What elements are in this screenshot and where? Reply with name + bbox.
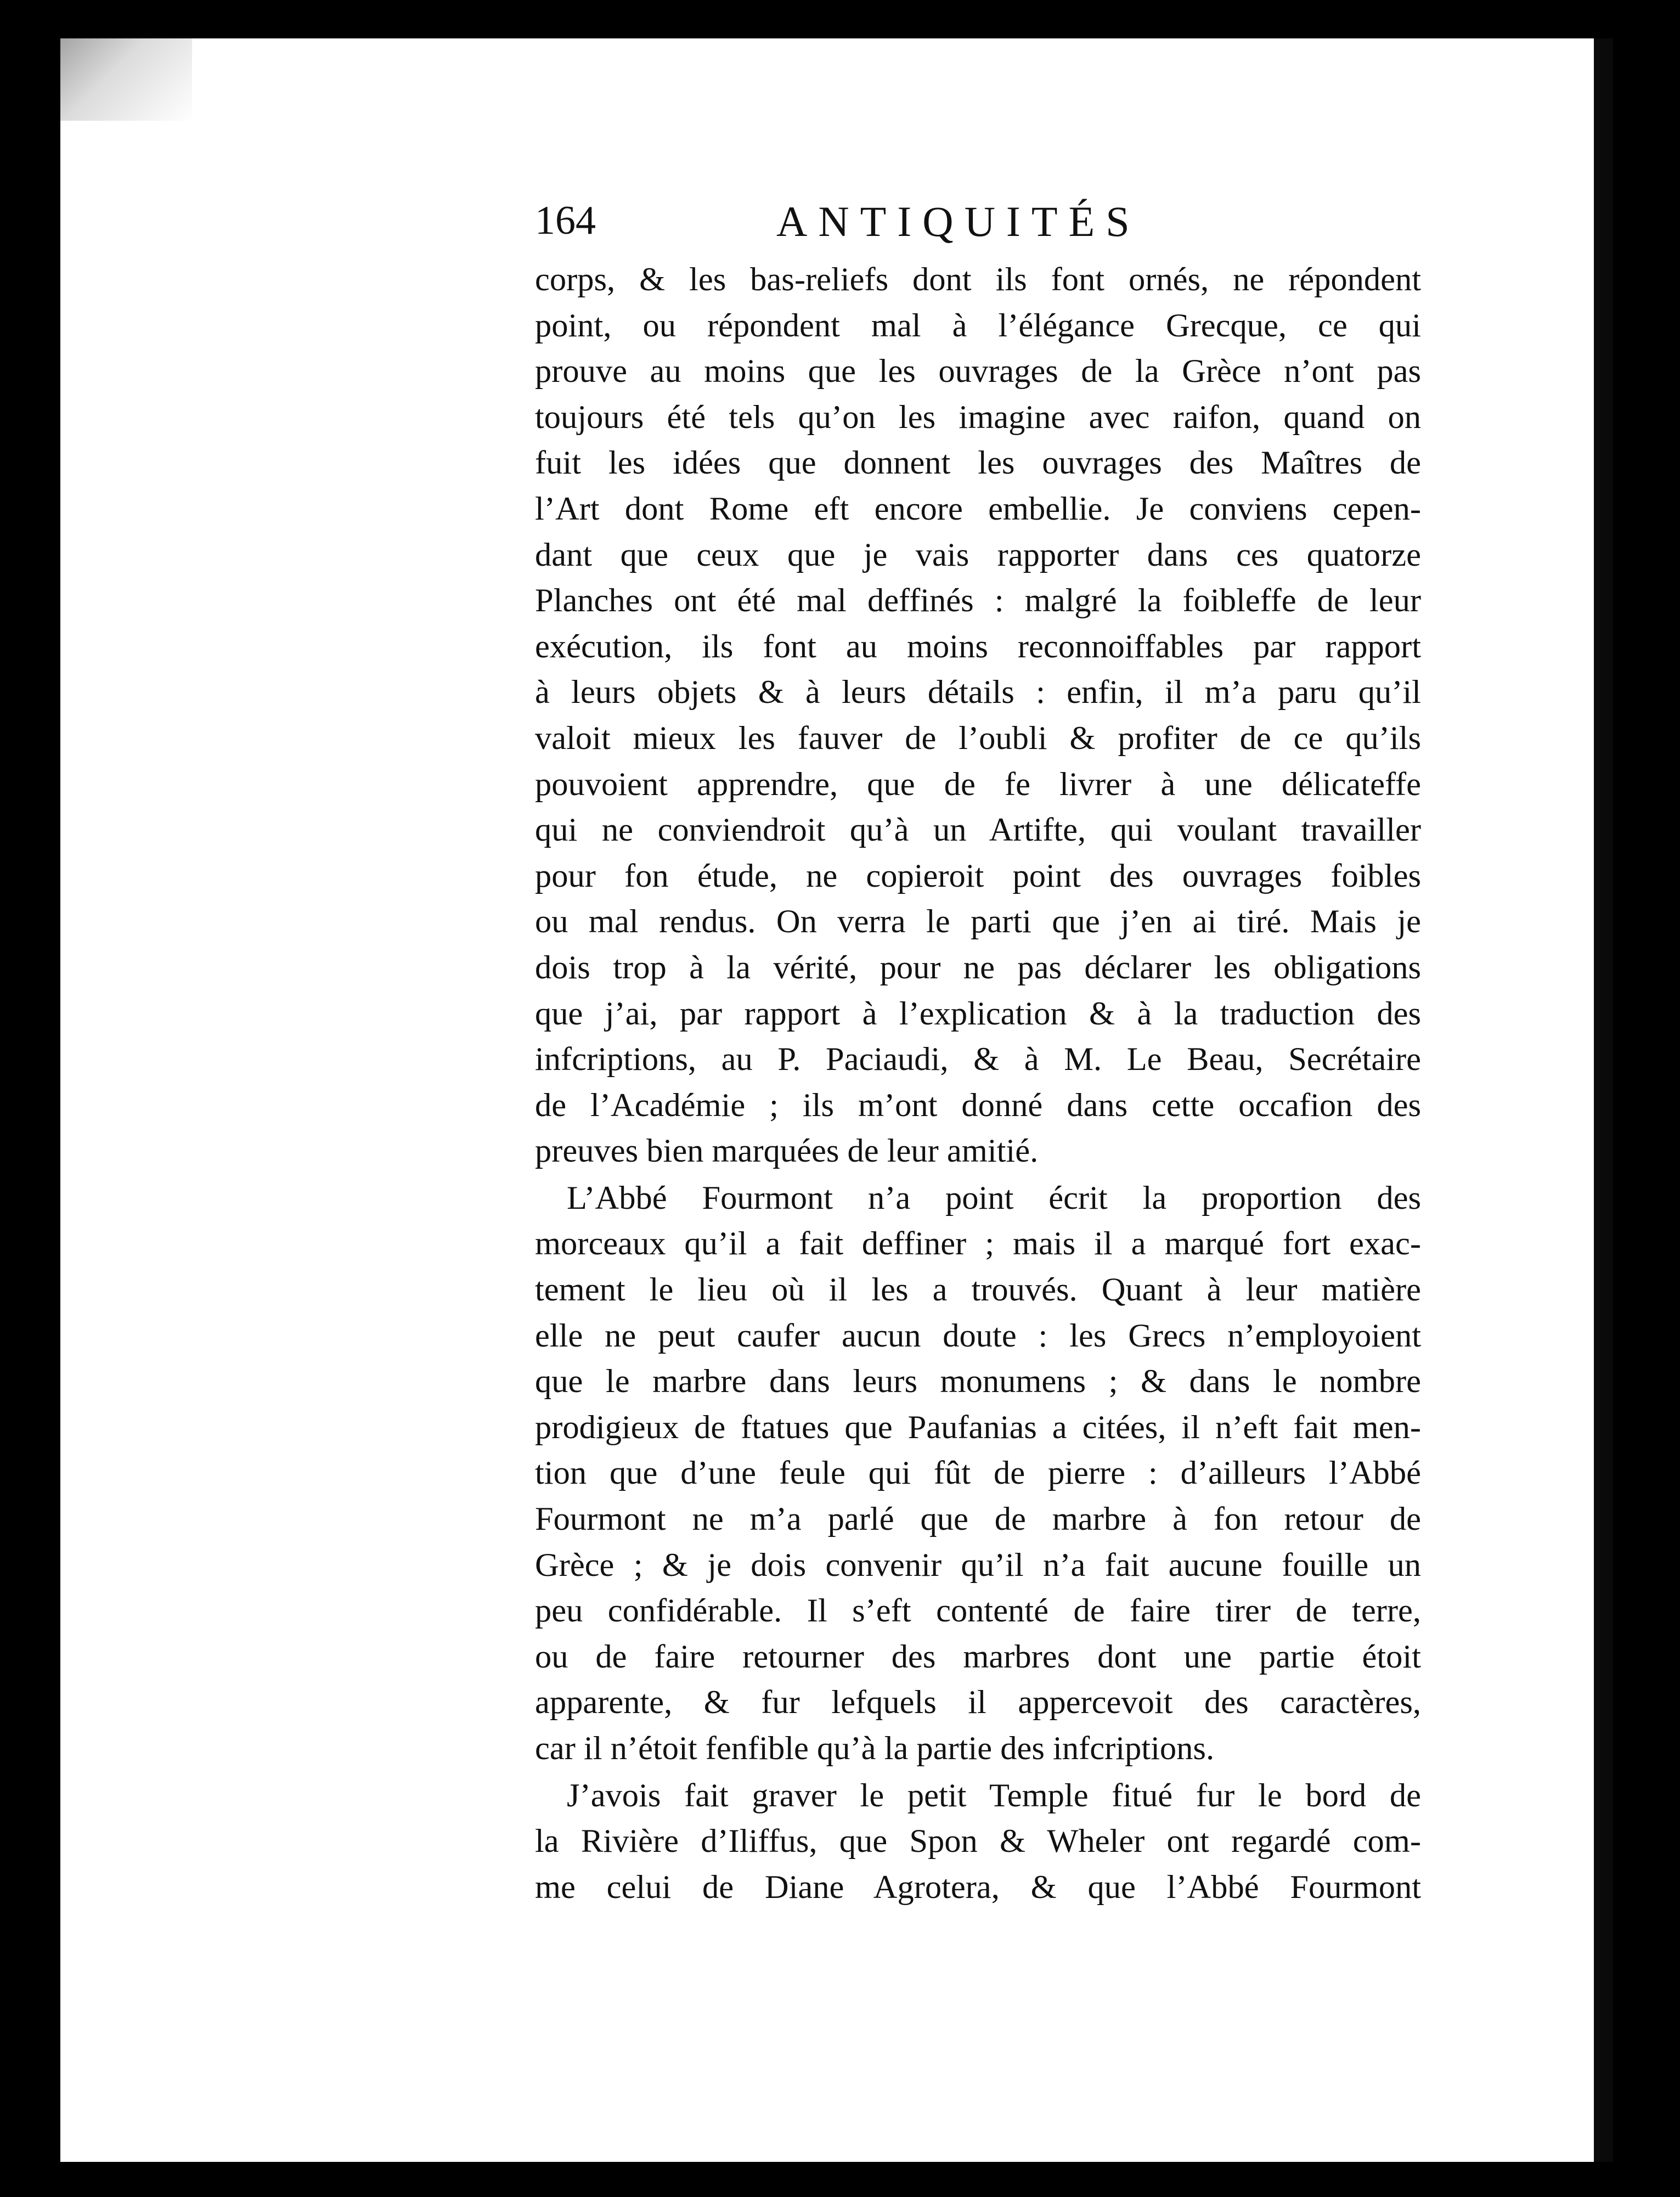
text-line: Grèce ; & je dois convenir qu’il n’a fait aucune fouille un [535, 1546, 1421, 1584]
page-number: 164 [535, 198, 596, 243]
text-line: Fourmont ne m’a parlé que de marbre à fon retour de [535, 1501, 1421, 1538]
text-line: pour fon étude, ne copieroit point des ouvrages foibles [535, 857, 1421, 894]
text-line: corps, & les bas-reliefs dont ils font ornés, ne répondent [535, 261, 1421, 298]
text-line: prodigieux de ftatues que Paufanias a citées, il n’eft fait men- [535, 1409, 1421, 1446]
text-line: toujours été tels qu’on les imagine avec raifon, quand on [535, 398, 1421, 436]
text-line: exécution, ils font au moins reconnoiffables par rapport [535, 628, 1421, 665]
text-line: Planches ont été mal deffinés : malgré la foibleffe de leur [535, 582, 1421, 619]
scan-edge [60, 38, 192, 121]
text-line: tion que d’une feule qui fût de pierre : d’ailleurs l’Abbé [535, 1455, 1421, 1492]
text-line: dois trop à la vérité, pour ne pas déclarer les obligations [535, 949, 1421, 986]
text-line: tement le lieu où il les a trouvés. Quant à leur matière [535, 1271, 1421, 1309]
text-line: peu confidérable. Il s’eft contenté de faire tirer de terre, [535, 1592, 1421, 1630]
text-line: morceaux qu’il a fait deffiner ; mais il a marqué fort exac- [535, 1225, 1421, 1263]
text-line: que le marbre dans leurs monumens ; & dans le nombre [535, 1363, 1421, 1400]
paragraph-first-line: L’Abbé Fourmont n’a point écrit la proportion des [567, 1179, 1421, 1216]
paragraph-last-line: car il n’étoit fenfible qu’à la partie des infcriptions. [535, 1730, 1215, 1767]
text-line: de l’Académie ; ils m’ont donné dans cette occafion des [535, 1086, 1421, 1124]
page-edge-strip [1594, 38, 1613, 2162]
text-line: apparente, & fur lefquels il appercevoit des caractères, [535, 1684, 1421, 1721]
text-line: dant que ceux que je vais rapporter dans ces quatorze [535, 536, 1421, 573]
page-header [535, 200, 1435, 261]
text-line: prouve au moins que les ouvrages de la Grèce n’ont pas [535, 353, 1421, 390]
text-line: l’Art dont Rome eft encore embellie. Je conviens cepen- [535, 490, 1421, 527]
body-text [535, 257, 1421, 1910]
paragraph-last-line: preuves bien marquées de leur amitié. [535, 1133, 1039, 1170]
text-line: elle ne peut caufer aucun doute : les Grecs n’employoient [535, 1317, 1421, 1354]
text-line: la Rivière d’Iliffus, que Spon & Wheler ont regardé com- [535, 1823, 1421, 1860]
text-line: fuit les idées que donnent les ouvrages des Maîtres de [535, 444, 1421, 482]
text-line: qui ne conviendroit qu’à un Artifte, qui voulant travailler [535, 812, 1421, 849]
text-line: à leurs objets & à leurs détails : enfin, il m’a paru qu’il [535, 674, 1421, 711]
text-line: me celui de Diane Agrotera, & que l’Abbé Fourmont [535, 1868, 1421, 1906]
text-line: ou de faire retourner des marbres dont une partie étoit [535, 1638, 1421, 1675]
text-line: valoit mieux les fauver de l’oubli & profiter de ce qu’ils [535, 719, 1421, 757]
text-line: infcriptions, au P. Paciaudi, & à M. Le Beau, Secrétaire [535, 1041, 1421, 1078]
text-line: que j’ai, par rapport à l’explication & à la traduction des [535, 995, 1421, 1032]
text-line: ou mal rendus. On verra le parti que j’en ai tiré. Mais je [535, 903, 1421, 940]
paragraph-first-line: J’avois fait graver le petit Temple fitué fur le bord de [567, 1777, 1421, 1814]
text-line: point, ou répondent mal à l’élégance Grecque, ce qui [535, 307, 1421, 344]
text-line: pouvoient apprendre, que de fe livrer à une délicateffe [535, 765, 1421, 803]
running-title: ANTIQUITÉS [776, 198, 1141, 245]
